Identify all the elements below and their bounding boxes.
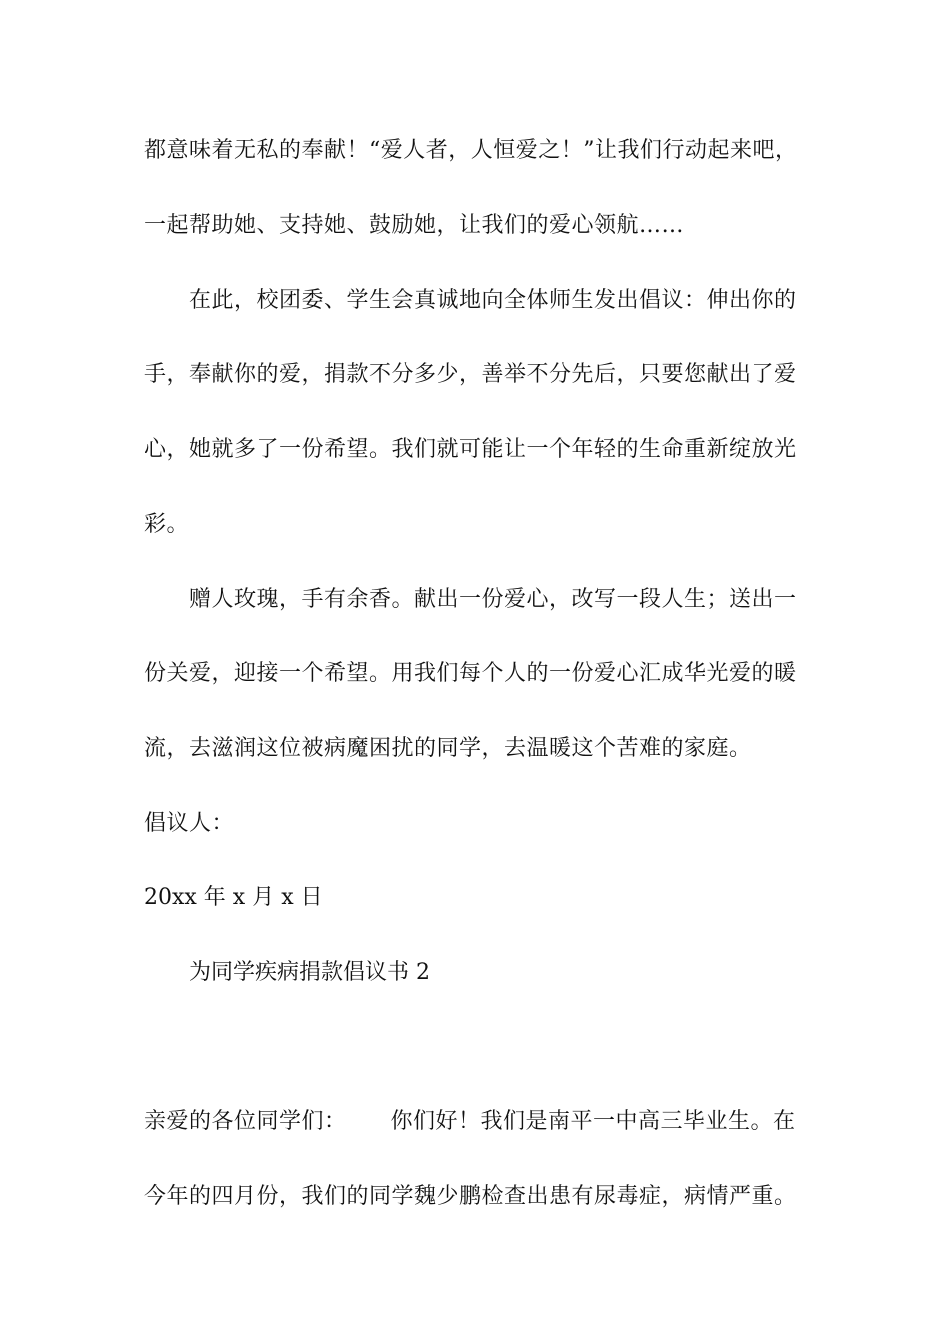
paragraph-3-line-1: 赠人玫瑰，手有余香。献出一份爱心，改写一段人生；送出一 [189, 587, 797, 612]
paragraph-3-line-3: 流，去滋润这位被病魔困扰的同学，去温暖这个苦难的家庭。 [144, 736, 752, 761]
paragraph-2-line-3: 心，她就多了一份希望。我们就可能让一个年轻的生命重新绽放光 [144, 437, 797, 462]
signature-date: 20xx 年 x 月 x 日 [144, 885, 323, 910]
section-title: 为同学疾病捐款倡议书 2 [189, 960, 430, 985]
paragraph-1-line-2: 一起帮助她、支持她、鼓励她，让我们的爱心领航…… [144, 213, 685, 238]
paragraph-1-line-1: 都意味着无私的奉献！“爱人者，人恒爱之！”让我们行动起来吧， [144, 138, 798, 163]
paragraph-2-line-4: 彩。 [144, 512, 190, 537]
letter-line-1 [144, 1107, 796, 1137]
paragraph-3-line-2: 份关爱，迎接一个希望。用我们每个人的一份爱心汇成华光爱的暖 [144, 661, 797, 686]
paragraph-2-line-1: 在此，校团委、学生会真诚地向全体师生发出倡议：伸出你的 [189, 288, 797, 313]
paragraph-2-line-2: 手，奉献你的爱，捐款不分多少，善举不分先后，只要您献出了爱 [144, 362, 797, 387]
signature-label: 倡议人： [144, 811, 235, 836]
letter-salutation: 亲爱的各位同学们： [144, 1109, 347, 1134]
letter-greeting: 你们好！我们是南平一中高三毕业生。在 [390, 1109, 796, 1134]
letter-line-2: 今年的四月份，我们的同学魏少鹏检查出患有尿毒症，病情严重。 [144, 1184, 797, 1209]
